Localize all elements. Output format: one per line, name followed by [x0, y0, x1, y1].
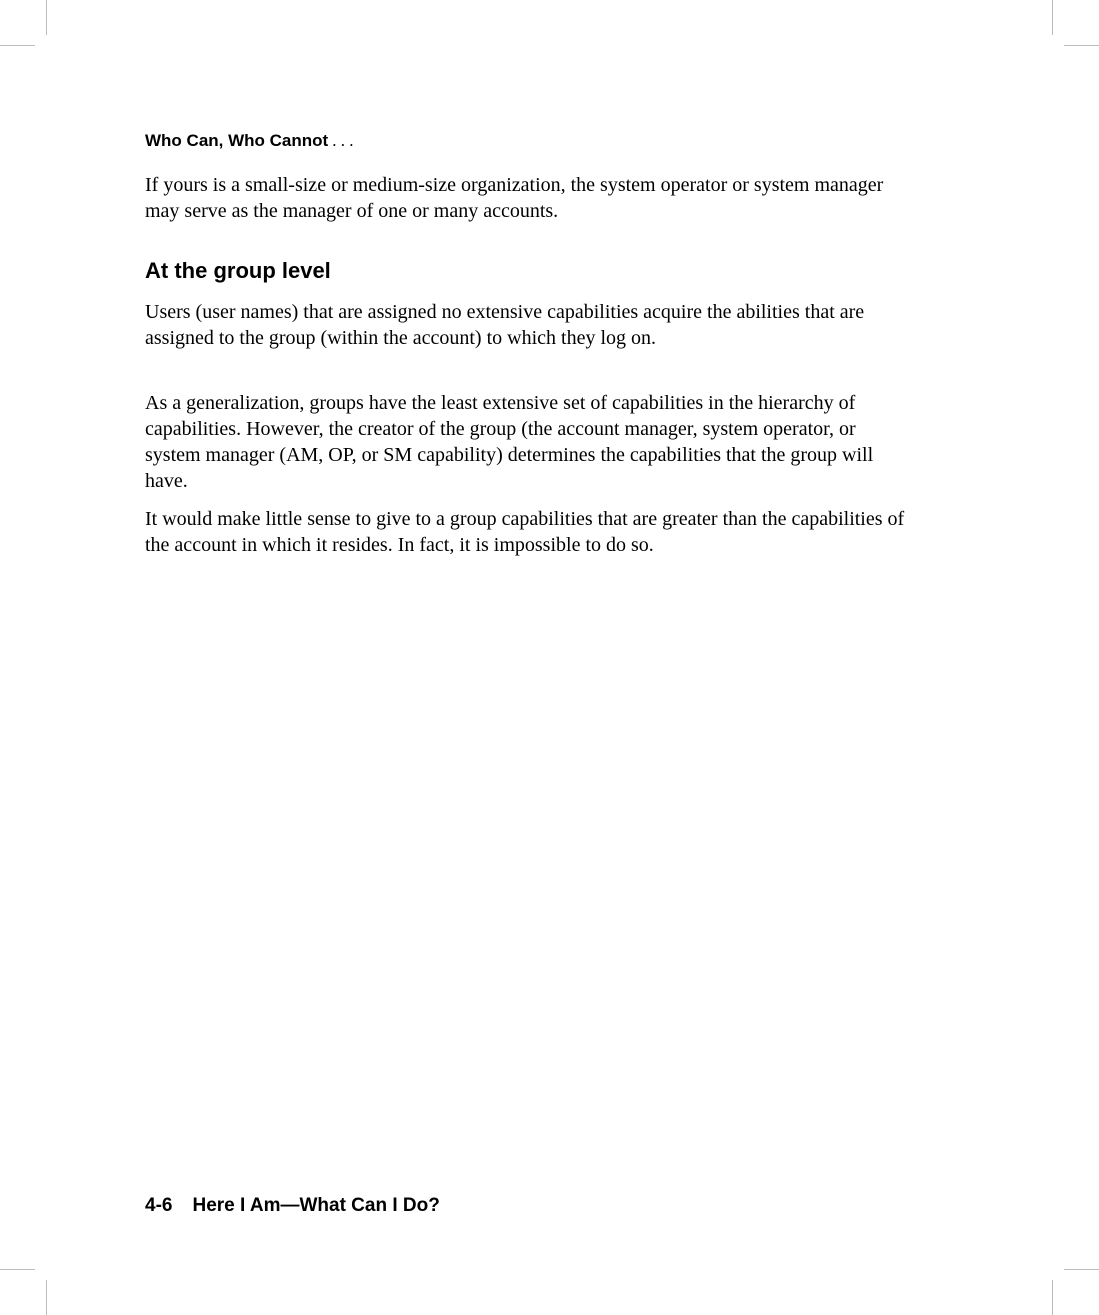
footer-chapter-title: Here I Am—What Can I Do?	[192, 1195, 440, 1216]
section-heading: At the group level	[145, 258, 331, 283]
crop-mark-top-left-vertical	[46, 0, 47, 35]
crop-mark-top-right-horizontal	[1064, 45, 1099, 46]
crop-mark-top-left-horizontal	[0, 45, 35, 46]
running-head-ellipsis: . . .	[332, 131, 354, 150]
crop-mark-top-right-vertical	[1052, 0, 1053, 35]
page-footer	[145, 1195, 440, 1217]
running-head	[145, 131, 353, 151]
intro-paragraph: If yours is a small-size or medium-size organization, the system operator or system manager may serve as the manager of one or many accounts.	[145, 174, 884, 222]
paragraph-users: Users (user names) that are assigned no extensive capabilities acquire the abilities that are assigned to the group (within the account) to which they log on.	[145, 301, 865, 349]
footer-page-number: 4-6	[145, 1195, 173, 1216]
paragraph-generalization: As a generalization, groups have the least extensive set of capabilities in the hierarchy of capabilities. However, the creator of the group (the account manager, system operator, or system manager (AM, OP, or SM capability) determines the capabilities that the group will have.	[145, 392, 874, 492]
crop-mark-bottom-right-vertical	[1052, 1280, 1053, 1315]
crop-mark-bottom-right-horizontal	[1064, 1269, 1099, 1270]
paragraph-account-limits: It would make little sense to give to a group capabilities that are greater than the capabilities of the account in which it resides. In fact, it is impossible to do so.	[145, 508, 905, 556]
running-head-title: Who Can, Who Cannot	[145, 131, 329, 150]
crop-mark-bottom-left-horizontal	[0, 1269, 35, 1270]
crop-mark-bottom-left-vertical	[46, 1280, 47, 1315]
